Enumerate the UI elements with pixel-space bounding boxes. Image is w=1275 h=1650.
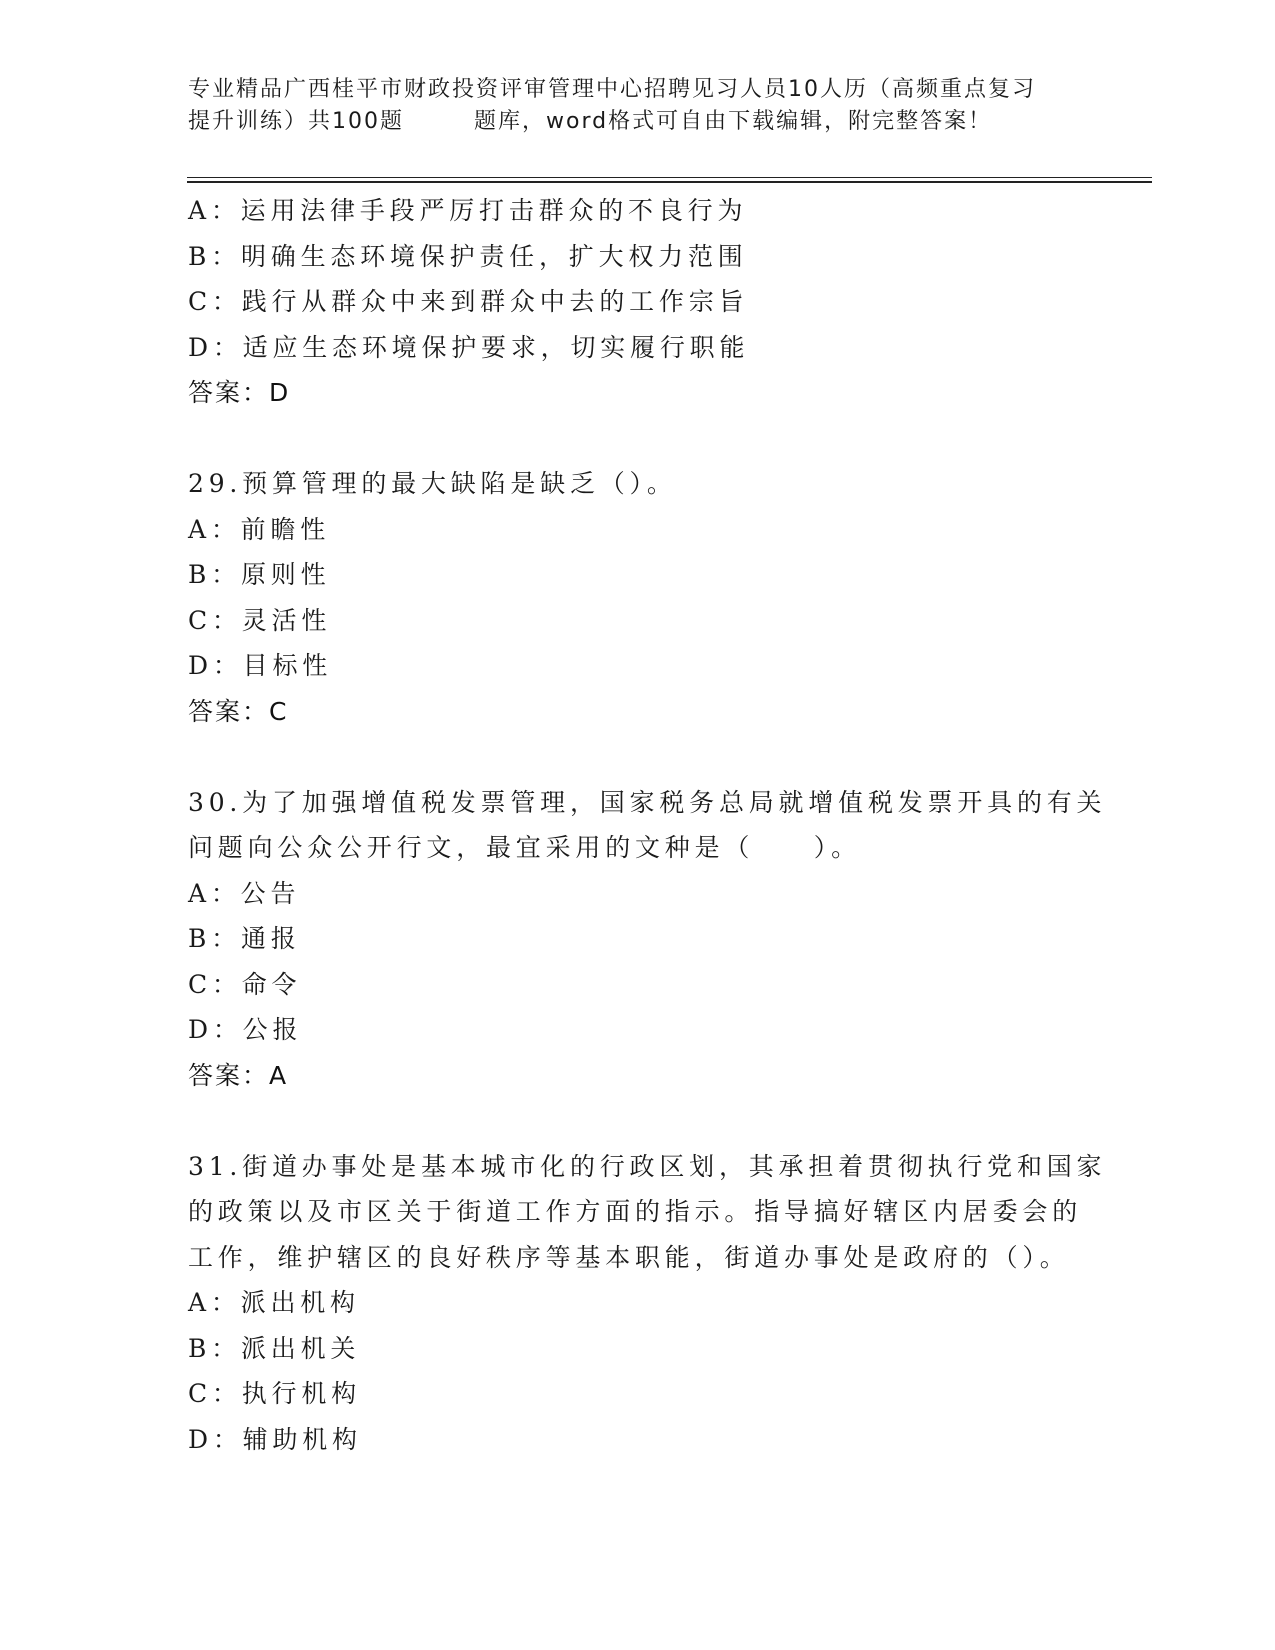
header-title-line-2 (188, 106, 1088, 138)
option-d: D：辅助机构 (188, 1424, 362, 1454)
answer-line: 答案：D (188, 378, 291, 407)
option-b: B：派出机关 (188, 1333, 361, 1363)
option-b: B：通报 (188, 924, 301, 953)
question-stem: 29.预算管理的最大缺陷是缺乏（）。 (188, 469, 677, 498)
option-a: A：派出机构 (188, 1288, 360, 1317)
question-stem-line-2: 问题向公众公开行文，最宜采用的文种是（ ）。 (188, 833, 861, 862)
header-divider-thin (187, 177, 1152, 178)
option-c: C：命令 (188, 969, 302, 999)
option-d: D：目标性 (188, 651, 333, 680)
header-title-line-1: 专业精品广西桂平市财政投资评审管理中心招聘见习人员10人历（高频重点复习 (188, 77, 1036, 102)
answer-line: 答案：C (188, 696, 289, 726)
option-a: A：运用法律手段严厉打击群众的不良行为 (188, 196, 748, 225)
option-d: D：适应生态环境保护要求，切实履行职能 (188, 332, 750, 362)
header-title-part-a: 提升训练）共100题 (188, 109, 404, 134)
question-30 (188, 780, 1107, 1099)
option-a: A：前瞻性 (188, 514, 331, 544)
option-c: C：灵活性 (188, 605, 332, 635)
question-stem-line-2: 的政策以及市区关于街道工作方面的指示。指导搞好辖区内居委会的 (188, 1197, 1083, 1226)
question-stem-line-3: 工作，维护辖区的良好秩序等基本职能，街道办事处是政府的（）。 (188, 1242, 1070, 1272)
question-stem-line-1: 31.街道办事处是基本城市化的行政区划，其承担着贯彻执行党和国家 (188, 1151, 1107, 1181)
question-28-tail (188, 188, 1088, 416)
document-header (188, 74, 1088, 138)
option-c: C：执行机构 (188, 1379, 361, 1408)
answer-line: 答案：A (188, 1060, 289, 1090)
option-c: C：践行从群众中来到群众中去的工作宗旨 (188, 287, 749, 316)
option-d: D：公报 (188, 1015, 303, 1044)
header-divider-thick (187, 181, 1152, 183)
header-title-part-b: 题库，word格式可自由下载编辑，附完整答案！ (474, 109, 993, 134)
option-b: B：原则性 (188, 560, 331, 589)
question-29 (188, 461, 1088, 734)
option-b: B：明确生态环境保护责任，扩大权力范围 (188, 241, 748, 271)
question-31 (188, 1144, 1107, 1463)
question-list (188, 188, 1107, 1462)
question-stem-line-1: 30.为了加强增值税发票管理，国家税务总局就增值税发票开具的有关 (188, 787, 1107, 817)
option-a: A：公告 (188, 878, 301, 908)
